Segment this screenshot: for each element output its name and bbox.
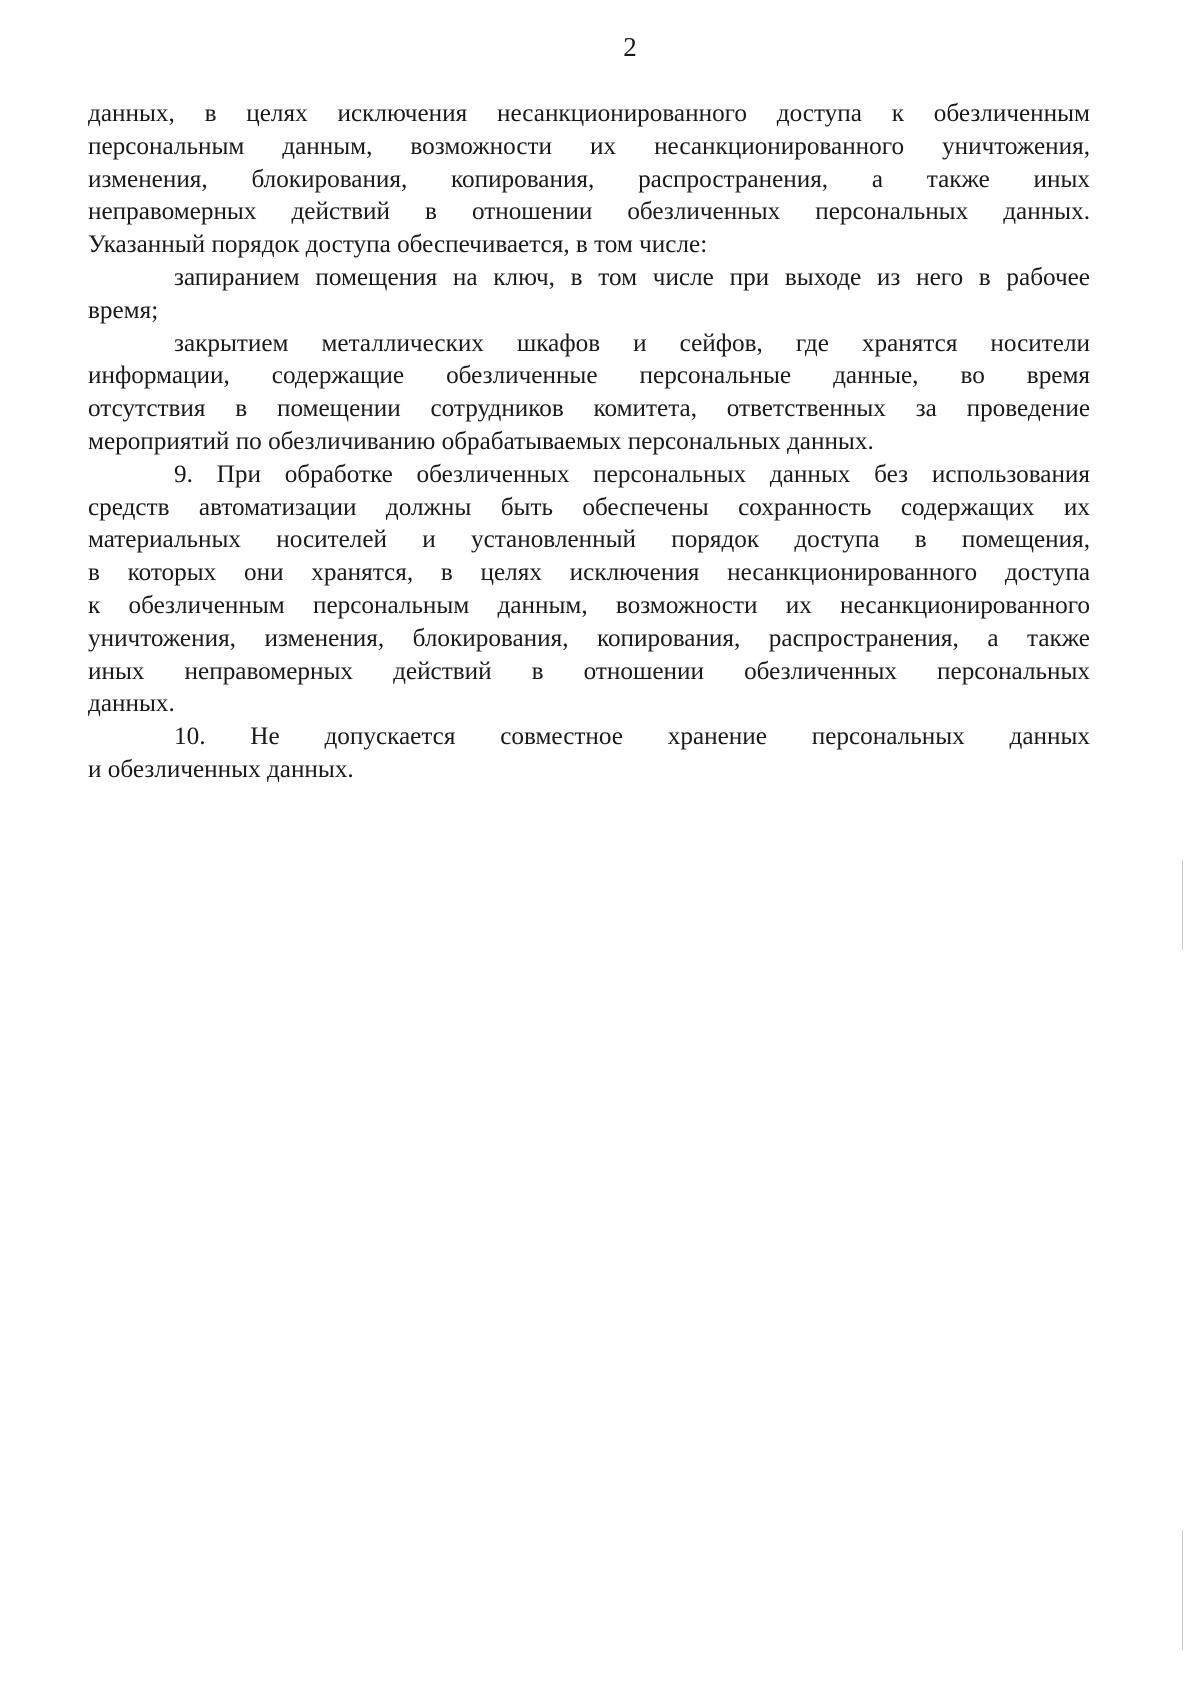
- paragraph-item-9: [88, 459, 1090, 721]
- scan-artifact-line: [1182, 1530, 1183, 1650]
- text-line: закрытием металлических шкафов и сейфов, где хранятся носители: [174, 329, 1090, 357]
- text-line: данных, в целях исключения несанкционированного доступа к обезличенным: [88, 100, 1090, 127]
- paragraph-closing-cabinets: [88, 328, 1090, 459]
- text-line: уничтожения, изменения, блокирования, копирования, распространения, а также: [88, 624, 1090, 652]
- text-line: в которых они хранятся, в целях исключения несанкционированного доступа: [88, 559, 1090, 587]
- text-line: данных.: [88, 690, 175, 718]
- text-line: к обезличенным персональным данным, возможности их несанкционированного: [88, 591, 1090, 619]
- text-line: отсутствия в помещении сотрудников комитета, ответственных за проведение: [88, 395, 1090, 423]
- text-line: запиранием помещения на ключ, в том числе при выходе из него в рабочее: [174, 263, 1090, 291]
- text-line: изменения, блокирования, копирования, распространения, а также иных: [88, 165, 1090, 193]
- text-line: персональным данным, возможности их несанкционированного уничтожения,: [88, 132, 1090, 160]
- text-line: Указанный порядок доступа обеспечивается, в том числе:: [88, 231, 708, 259]
- text-line: и обезличенных данных.: [88, 755, 354, 783]
- text-line: материальных носителей и установленный порядок доступа в помещения,: [88, 526, 1090, 554]
- text-line: 10. Не допускается совместное хранение персональных данных: [174, 723, 1090, 751]
- text-line: время;: [88, 296, 159, 324]
- text-line: мероприятий по обезличиванию обрабатываемых персональных данных.: [88, 427, 874, 455]
- text-line: 9. При обработке обезличенных персональных данных без использования: [174, 460, 1090, 488]
- scan-artifact-line: [1182, 860, 1183, 950]
- text-line: неправомерных действий в отношении обезличенных персональных данных.: [88, 198, 1090, 226]
- document-body: [88, 98, 1090, 787]
- paragraph-item-10: [88, 721, 1090, 787]
- paragraph-access-order: [88, 98, 1090, 262]
- page-number: 2: [623, 32, 637, 62]
- text-line: иных неправомерных действий в отношении обезличенных персональных: [88, 657, 1090, 685]
- text-line: средств автоматизации должны быть обеспечены сохранность содержащих их: [88, 493, 1090, 521]
- text-line: информации, содержащие обезличенные персональные данные, во время: [88, 362, 1090, 390]
- paragraph-locking-room: [88, 262, 1090, 328]
